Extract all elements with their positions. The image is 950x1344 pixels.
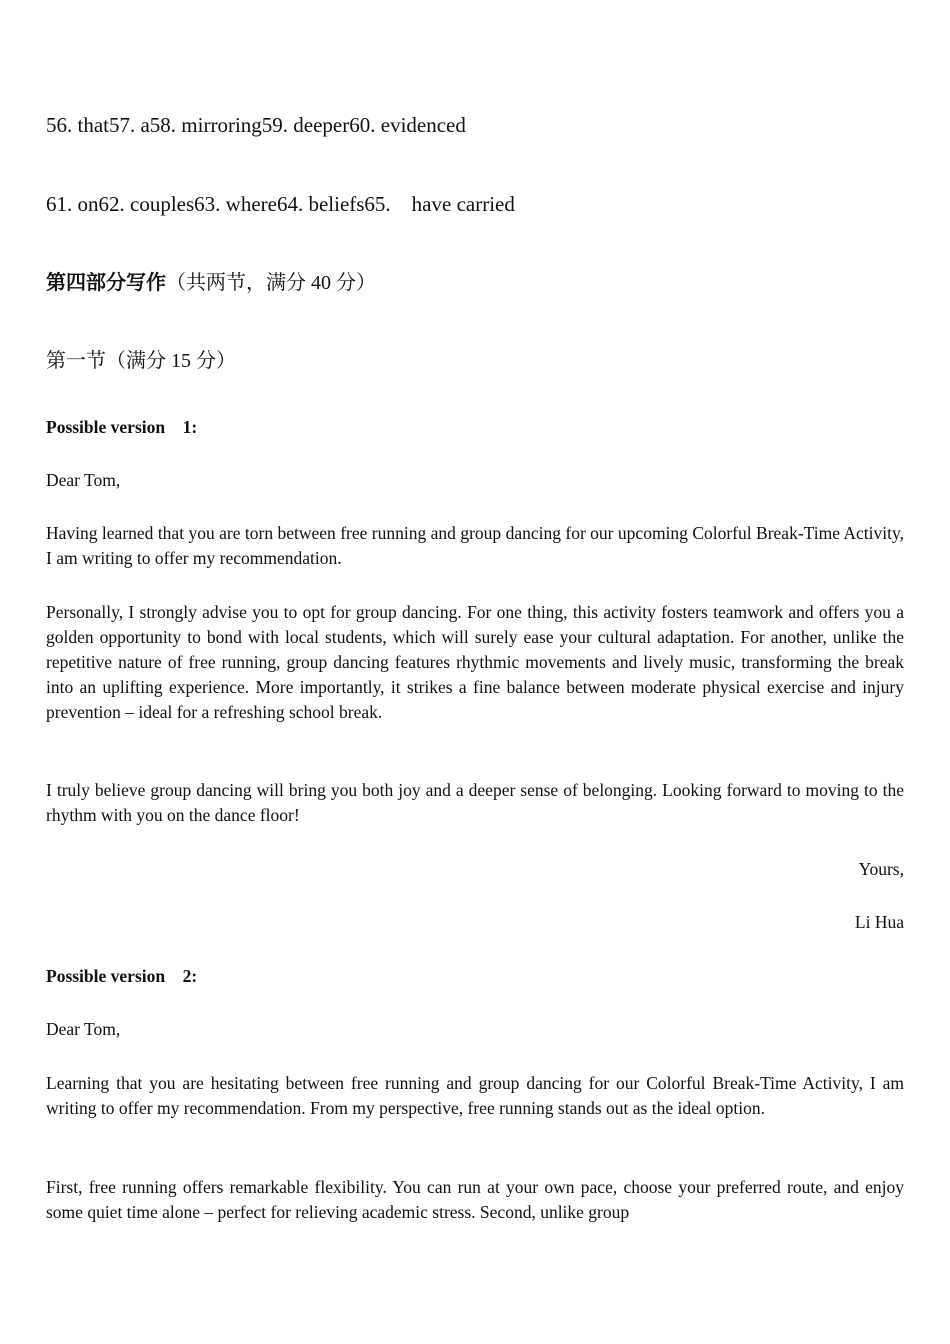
version1-paragraph-2: Personally, I strongly advise you to opt for group dancing. For one thing, this activity fosters teamwork and offers you a golden opportunity to bond with local students, which will surely ease your cultural adaptation. For another, unlike the repetitive nature of free running, group dancing features rhythmic movements and lively music, transforming the break into an uplifting experience. More importantly, it strikes a fine balance between moderate physical exercise and injury prevention – ideal for a refreshing school break. bbox=[46, 602, 904, 722]
version2-heading: Possible version 2: bbox=[46, 966, 198, 986]
subsection-title: 第一节（满分 15 分） bbox=[46, 350, 236, 372]
answer-line-61-65: 61. on62. couples63. where64. beliefs65. have carried bbox=[46, 192, 515, 216]
version1-heading: Possible version 1: bbox=[46, 417, 198, 437]
version1-paragraph-3: I truly believe group dancing will bring you both joy and a deeper sense of belonging. Looking forward to moving to the rhythm with you on the dance floor! bbox=[46, 780, 904, 825]
answer-line-56-60: 56. that57. a58. mirroring59. deeper60. evidenced bbox=[46, 113, 466, 137]
section-title-rest: （共两节，满分 40 分） bbox=[166, 272, 376, 294]
version1-closing: Yours, bbox=[858, 859, 904, 879]
version2-paragraph-2: First, free running offers remarkable flexibility. You can run at your own pace, choose your preferred route, and enjoy some quiet time alone – perfect for relieving academic stress. Second, unlike group bbox=[46, 1177, 904, 1222]
version1-signature: Li Hua bbox=[854, 912, 904, 932]
version2-greeting: Dear Tom, bbox=[46, 1019, 121, 1039]
section-title-bold: 第四部分写作 bbox=[46, 272, 166, 294]
section-title bbox=[46, 270, 904, 296]
version1-paragraph-1: Having learned that you are torn between free running and group dancing for our upcoming Colorful Break-Time Activity, I am writing to offer my recommendation. bbox=[46, 523, 904, 568]
version1-greeting: Dear Tom, bbox=[46, 470, 121, 490]
version2-paragraph-1: Learning that you are hesitating between free running and group dancing for our Colorful Break-Time Activity, I am writing to offer my recommendation. From my perspective, free running stands out as the ideal option. bbox=[46, 1073, 904, 1118]
